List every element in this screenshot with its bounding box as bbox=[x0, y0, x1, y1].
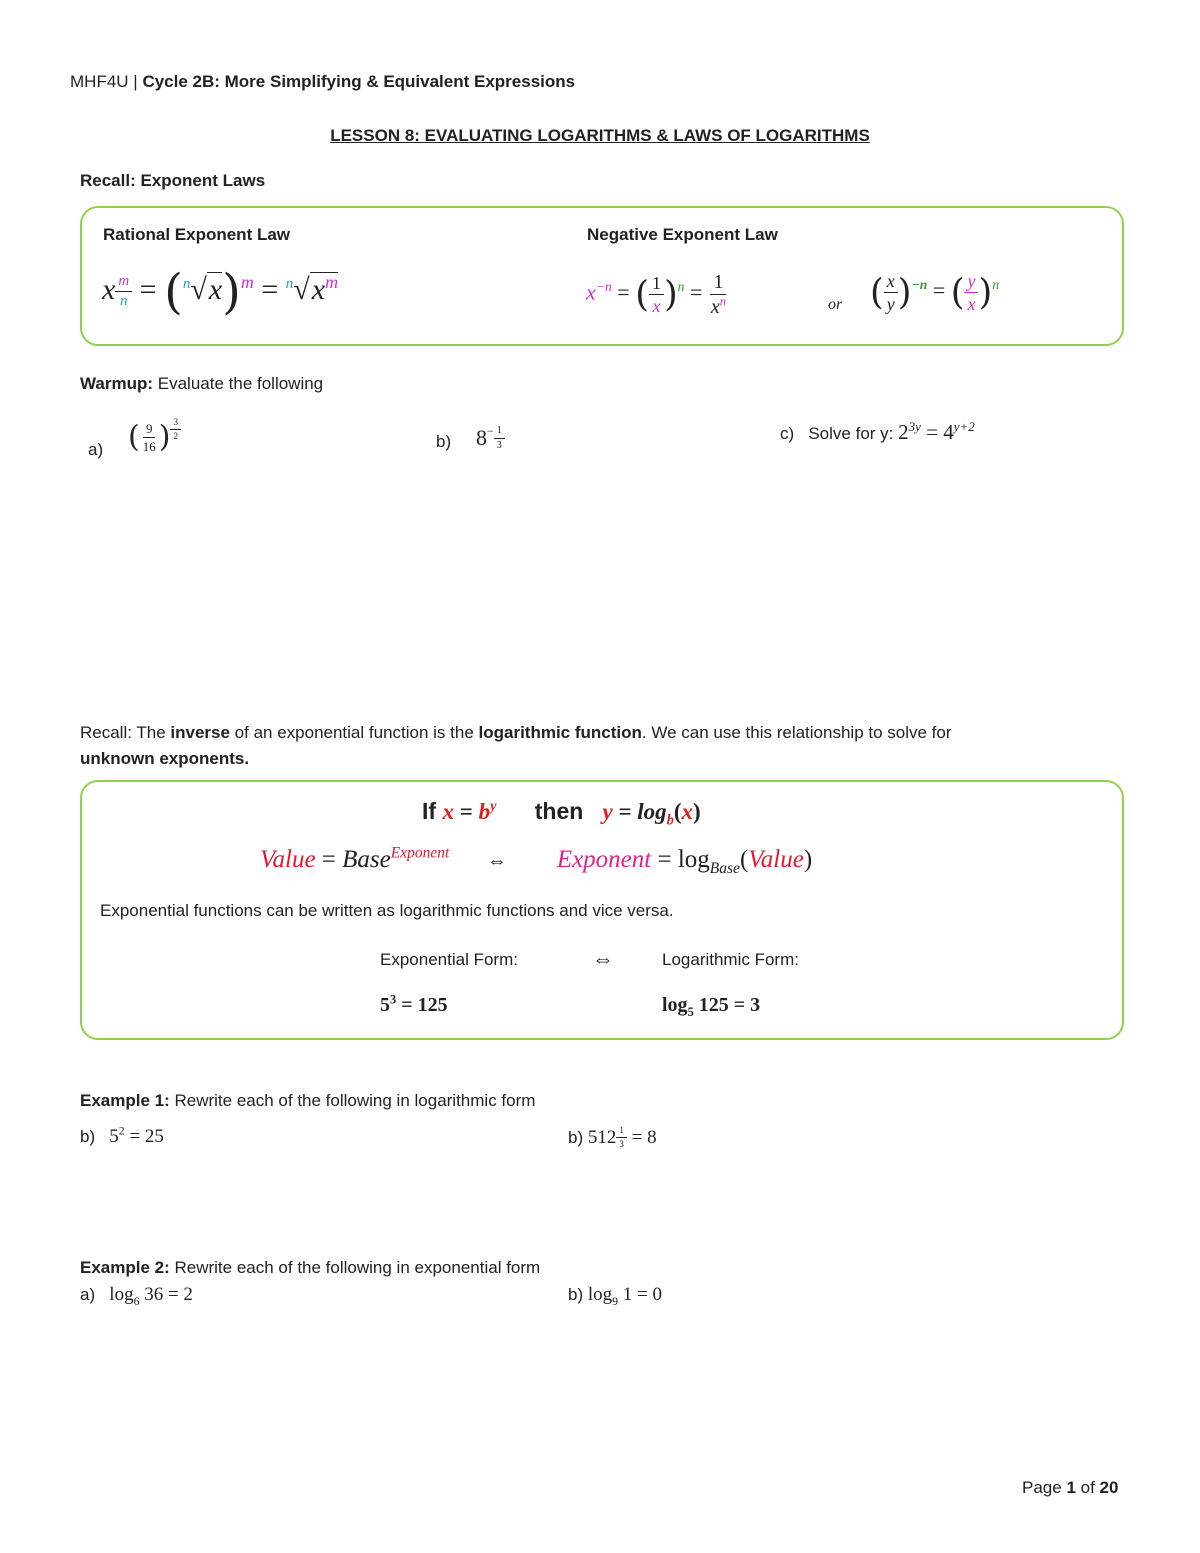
value-base-exponent-statement: Value = Base$^{Exponent}$ ⇔ Exponent = $\log_{Base}(Value)$ bbox=[260, 844, 813, 877]
warmup-b-label: b) bbox=[436, 432, 452, 451]
rational-exponent-formula: x $\frac{m}{n}$ = $(^n√x)^m = ^n√x^m$ bbox=[102, 264, 339, 320]
vice-versa-text: Exponential functions can be written as logarithmic functions and vice versa. bbox=[100, 901, 674, 920]
example1-b-equation: 512 $\frac{1}{3}$ = 8 bbox=[583, 1125, 657, 1149]
or-text: or bbox=[828, 296, 843, 313]
warmup-heading: Warmup: Evaluate the following bbox=[80, 374, 324, 393]
recall-exponent-heading: Recall: Exponent Laws bbox=[80, 171, 266, 190]
example2-b: b) $\log_9 1 = 0$ bbox=[568, 1284, 663, 1308]
example2-b-equation: $\log_9 1 = 0$ bbox=[583, 1284, 663, 1308]
negative-fraction-formula: ( $\frac{x}{y}$ )$^{-n}$ = ( $\frac{y}{x}$ )$^n$ bbox=[870, 271, 1000, 314]
example2-a-equation: $\log_6 36 = 2$ bbox=[109, 1284, 193, 1308]
example1-b: b) 512 $\frac{1}{3}$ = 8 bbox=[568, 1125, 657, 1149]
logarithmic-form-label: Logarithmic Form: bbox=[662, 950, 799, 969]
example1-a-equation: $5^2 = 25$ bbox=[109, 1124, 164, 1147]
example2-heading: Example 2: Rewrite each of the following in exponential form bbox=[80, 1258, 541, 1277]
warmup-c-equation: $2^{3y} = 4^{y+2}$ bbox=[898, 419, 975, 444]
if-then-statement: If $x = b^y$ then $y = \log_b(x)$ bbox=[422, 798, 701, 829]
recall-inverse-paragraph: Recall: The inverse of an exponential function is the logarithmic function. We can use this relationship to solve for unknown exponents. bbox=[80, 723, 952, 768]
rational-exponent-label: Rational Exponent Law bbox=[103, 225, 291, 244]
cycle-title: Cycle 2B: More Simplifying & Equivalent Expressions bbox=[142, 72, 576, 91]
course-code: MHF4U bbox=[70, 72, 129, 91]
logarithmic-example: $\log_5 125 = 3$ bbox=[662, 994, 761, 1019]
page-number: Page 1 of 20 bbox=[1022, 1478, 1119, 1497]
warmup-a-expression: ( $\frac{9}{16}$ ) $\frac{3}{2}$ bbox=[128, 418, 181, 453]
warmup-b-expression: 8− $\frac{1}{3}$ bbox=[476, 424, 505, 451]
lesson-title: LESSON 8: EVALUATING LOGARITHMS & LAWS OF LOGARITHMS bbox=[330, 126, 870, 145]
example1-a: b) $5^2 = 25$ bbox=[80, 1124, 164, 1147]
negative-exponent-label: Negative Exponent Law bbox=[587, 225, 778, 244]
example2-a: a) $\log_6 36 = 2$ bbox=[80, 1284, 193, 1308]
exponential-example: $5^3 = 125$ bbox=[380, 992, 448, 1016]
warmup-c: c) Solve for y: $2^{3y} = 4^{y+2}$ bbox=[780, 419, 975, 444]
warmup-a-label: a) bbox=[88, 440, 104, 459]
iff-arrow: ⇔ bbox=[592, 946, 614, 971]
example1-heading: Example 1: Rewrite each of the following in logarithmic form bbox=[80, 1091, 536, 1110]
negative-exponent-formula: $x^{-n}$ = ( $\frac{1}{x}$ )$^n$ = $\frac{1}{x^n}$ bbox=[586, 271, 726, 318]
exponential-form-label: Exponential Form: bbox=[380, 950, 518, 969]
page-header: MHF4U | Cycle 2B: More Simplifying & Equivalent Expressions bbox=[70, 72, 576, 91]
